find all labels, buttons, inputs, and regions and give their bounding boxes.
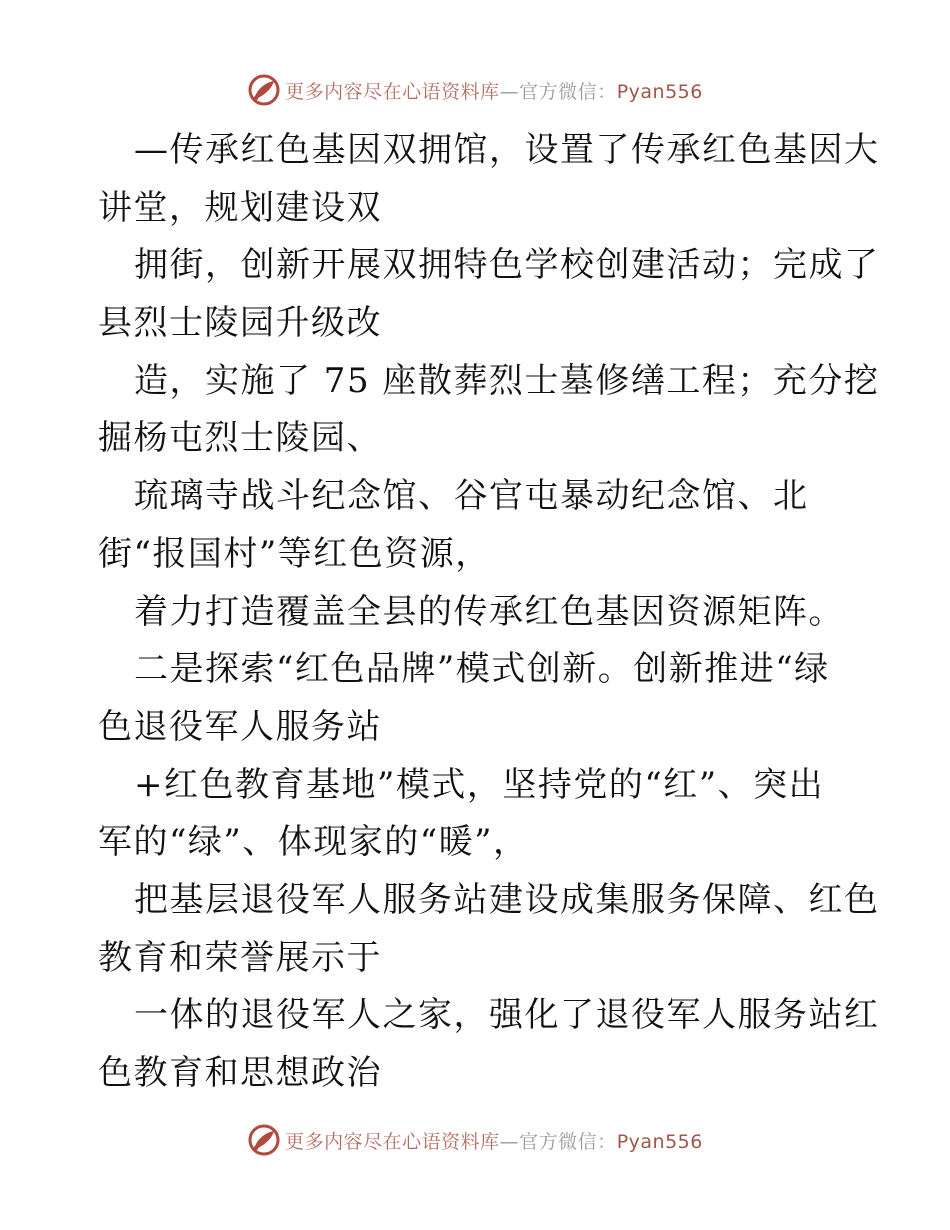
banner-wechat-id: Pyan556 bbox=[616, 1130, 703, 1153]
body-line: 街“报国村”等红色资源， bbox=[98, 533, 491, 574]
body-line: 着力打造覆盖全县的传承红色基因资源矩阵。 bbox=[134, 591, 844, 632]
body-line: 军的“绿”、体现家的“暖”， bbox=[98, 822, 529, 863]
banner-wechat-label: 官方微信： bbox=[519, 1130, 617, 1153]
body-line: 色教育和思想政治 bbox=[98, 1053, 382, 1093]
body-line: +红色教育基地”模式，坚持党的“红”、突出 bbox=[134, 764, 825, 805]
body-line: 色退役军人服务站 bbox=[98, 706, 382, 747]
document-body bbox=[98, 122, 880, 1103]
body-line: 一体的退役军人之家，强化了退役军人服务站红 bbox=[134, 995, 880, 1036]
banner-wechat-id: Pyan556 bbox=[616, 80, 703, 103]
pen-nib-circle-icon bbox=[247, 73, 281, 107]
header-banner bbox=[0, 70, 950, 110]
banner-site-text: 更多内容尽在心语资料库 bbox=[285, 1130, 500, 1153]
body-line: 拥街，创新开展双拥特色学校创建活动；完成了 bbox=[134, 245, 880, 286]
body-line: —传承红色基因双拥馆，设置了传承红色基因大 bbox=[134, 130, 880, 170]
banner-text bbox=[285, 77, 703, 104]
footer-banner bbox=[0, 1120, 950, 1160]
body-line: 掘杨屯烈士陵园、 bbox=[98, 418, 382, 459]
banner-separator: — bbox=[499, 1130, 520, 1153]
body-line: 教育和荣誉展示于 bbox=[98, 937, 382, 978]
body-line: 讲堂，规划建设双 bbox=[98, 187, 382, 228]
banner-separator: — bbox=[499, 80, 520, 103]
banner-wechat-label: 官方微信： bbox=[519, 80, 617, 103]
body-line: 造，实施了 75 座散葬烈士墓修缮工程；充分挖 bbox=[134, 360, 880, 401]
banner-site-text: 更多内容尽在心语资料库 bbox=[285, 80, 500, 103]
body-line: 琉璃寺战斗纪念馆、谷官屯暴动纪念馆、北 bbox=[134, 476, 809, 517]
body-line: 把基层退役军人服务站建设成集服务保障、红色 bbox=[134, 879, 880, 920]
pen-nib-circle-icon bbox=[247, 1123, 281, 1157]
banner-text bbox=[285, 1127, 703, 1154]
body-line: 二是探索“红色品牌”模式创新。创新推进“绿 bbox=[134, 649, 830, 690]
body-line: 县烈士陵园升级改 bbox=[98, 303, 382, 344]
